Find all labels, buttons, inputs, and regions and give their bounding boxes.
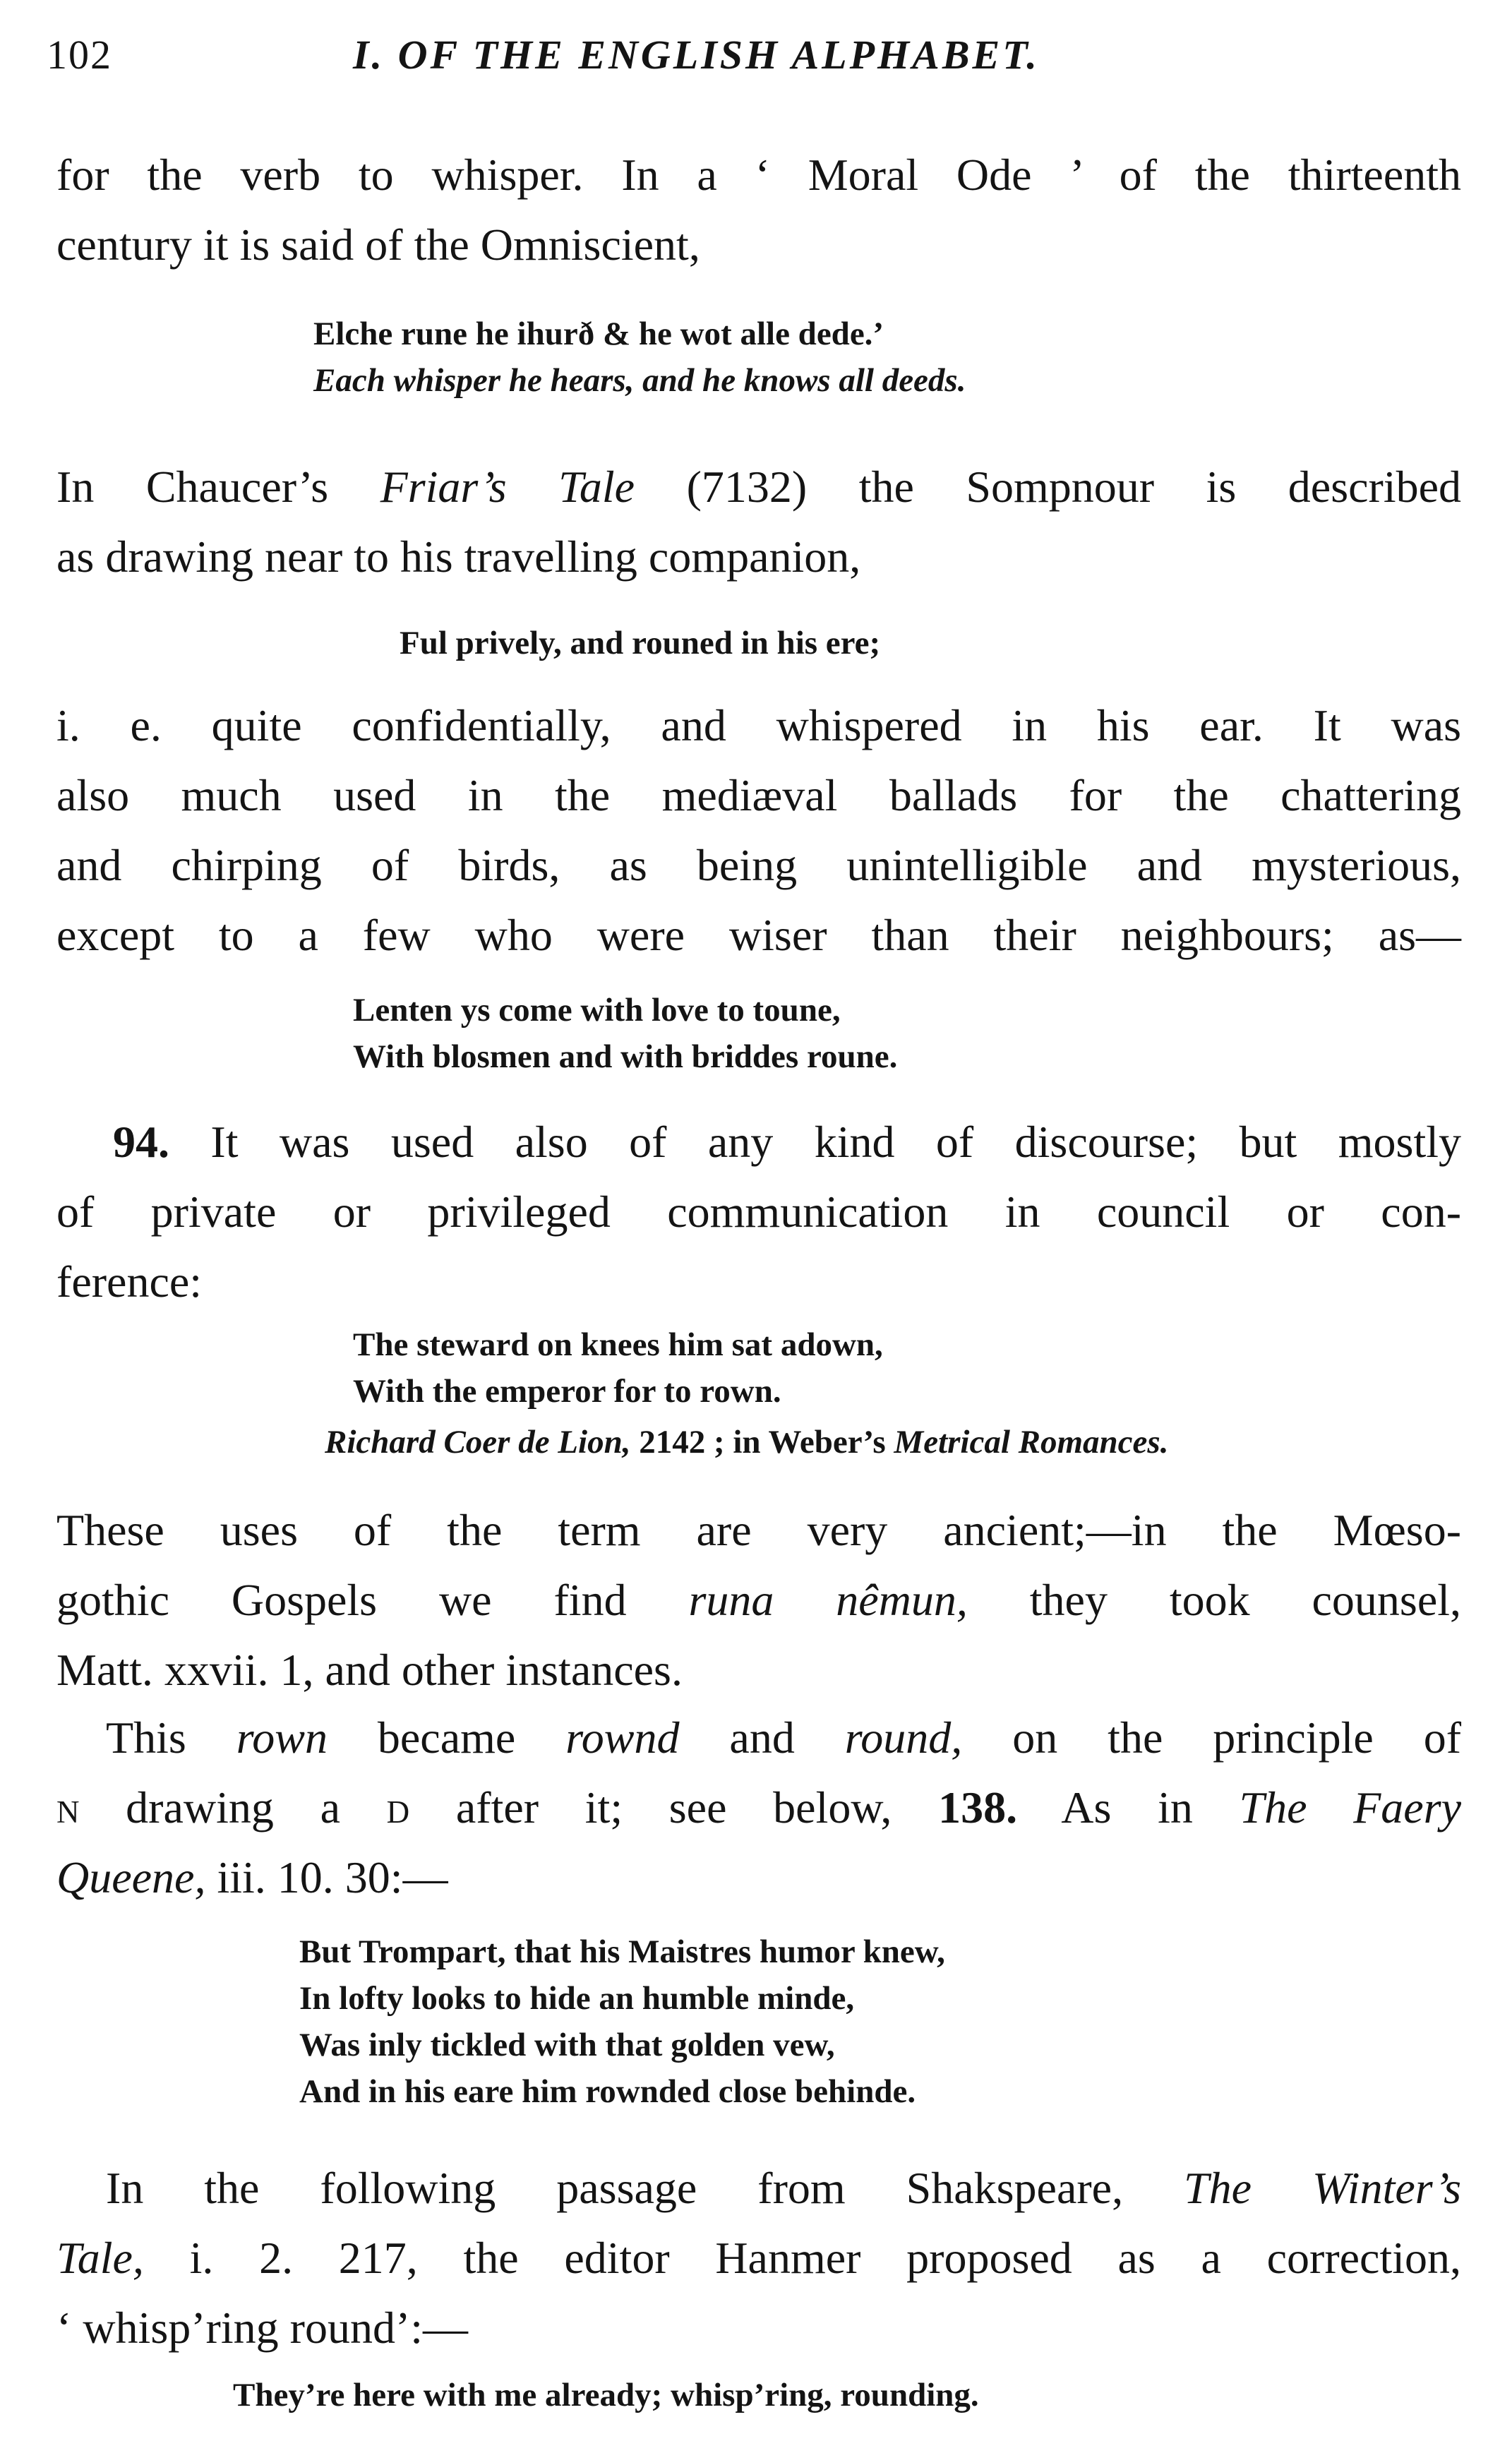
verse-line: In lofty looks to hide an humble minde, bbox=[299, 1980, 855, 2017]
paragraph-ballads bbox=[56, 690, 1461, 970]
text-run: gothic Gospels we find bbox=[56, 1575, 689, 1625]
work-title: The Faery bbox=[1239, 1782, 1462, 1833]
text-line: also much used in the mediæval ballads for the chattering bbox=[56, 770, 1461, 820]
quote-chaucer bbox=[400, 620, 880, 666]
text-line: except to a few who were wiser than their neighbours; as— bbox=[56, 910, 1461, 960]
paragraph-whisper bbox=[56, 140, 1461, 280]
text-run: iii. 10. 30:— bbox=[205, 1852, 448, 1902]
text-line bbox=[56, 2153, 1461, 2223]
text-line bbox=[56, 452, 1461, 522]
page-number: 102 bbox=[47, 32, 112, 78]
quote-winters-tale bbox=[233, 2372, 979, 2418]
text-line: i. e. quite confidentially, and whispered in his ear. It was bbox=[56, 700, 1461, 750]
verse-line: With the emperor for to rown. bbox=[353, 1373, 781, 1410]
word-form: rown bbox=[236, 1713, 328, 1763]
letter-n: n bbox=[56, 1782, 80, 1833]
foreign-term: runa nêmun, bbox=[688, 1575, 968, 1625]
text-run: i. 2. 217, the editor Hanmer proposed as a correction, bbox=[143, 2233, 1461, 2283]
quote-steward bbox=[325, 1321, 1169, 1465]
text-run: drawing a bbox=[79, 1782, 387, 1833]
verse-line: Lenten ys come with love to toune, bbox=[353, 992, 841, 1028]
text-run: after it; see below, bbox=[409, 1782, 939, 1833]
text-line: These uses of the term are very ancient;—in the Mœso- bbox=[56, 1505, 1461, 1555]
citation-title: Metrical Romances. bbox=[894, 1424, 1169, 1461]
verse-line: And in his eare him rownded close behinde. bbox=[299, 2073, 916, 2110]
paragraph-shakspeare bbox=[56, 2153, 1461, 2363]
text-line: for the verb to whisper. In a ‘ Moral Ode ’ of the thirteenth bbox=[56, 150, 1461, 200]
verse-line: With blosmen and with briddes roune. bbox=[353, 1038, 898, 1075]
text-run: (7132) the Sompnour is described bbox=[635, 462, 1462, 512]
text-run: This bbox=[106, 1713, 236, 1763]
text-line bbox=[56, 1703, 1461, 1773]
verse-translation: Each whisper he hears, and he knows all deeds. bbox=[313, 362, 966, 399]
section-reference: 138. bbox=[938, 1782, 1018, 1833]
work-title: Queene, bbox=[56, 1852, 206, 1902]
text-run: 2142 ; in Weber’s bbox=[630, 1424, 894, 1461]
paragraph-chaucer bbox=[56, 452, 1461, 592]
quote-moral-ode bbox=[313, 311, 966, 404]
text-line bbox=[56, 1565, 1461, 1635]
text-line bbox=[56, 1773, 1461, 1842]
quote-lenten bbox=[353, 987, 897, 1080]
text-run: they took counsel, bbox=[967, 1575, 1462, 1625]
text-run: and bbox=[679, 1713, 845, 1763]
quote-faery-queene bbox=[299, 1929, 945, 2115]
work-title: The Winter’s bbox=[1184, 2163, 1462, 2213]
text-line: as drawing near to his travelling companion, bbox=[56, 532, 861, 582]
text-line: and chirping of birds, as being unintelligible and mysterious, bbox=[56, 840, 1461, 890]
work-title: Friar’s Tale bbox=[380, 462, 635, 512]
text-run: on the principle of bbox=[962, 1713, 1462, 1763]
running-title: I. OF THE ENGLISH ALPHABET. bbox=[353, 32, 1040, 78]
text-line bbox=[56, 1107, 1461, 1177]
word-form: round, bbox=[844, 1713, 963, 1763]
paragraph-94 bbox=[56, 1107, 1461, 1317]
verse-line: Elche rune he ihurð & he wot alle dede.’ bbox=[313, 316, 884, 352]
text-line: ference: bbox=[56, 1257, 203, 1307]
verse-line: The steward on knees him sat adown, bbox=[353, 1326, 883, 1363]
citation-title: Richard Coer de Lion, bbox=[325, 1424, 631, 1461]
paragraph-rownd bbox=[56, 1703, 1461, 1912]
verse-line: Ful prively, and rouned in his ere; bbox=[400, 625, 881, 661]
text-run: In Chaucer’s bbox=[56, 462, 380, 512]
section-number: 94. bbox=[113, 1117, 169, 1167]
text-run: became bbox=[327, 1713, 566, 1763]
text-line: ‘ whisp’ring round’:— bbox=[56, 2303, 469, 2353]
text-line: century it is said of the Omniscient, bbox=[56, 220, 700, 270]
text-run: In the following passage from Shakspeare, bbox=[106, 2163, 1184, 2213]
paragraph-moesogothic bbox=[56, 1495, 1461, 1705]
text-line bbox=[56, 1842, 1461, 1912]
text-run: As in bbox=[1017, 1782, 1240, 1833]
verse-line: They’re here with me already; whisp’ring, rounding. bbox=[233, 2377, 979, 2413]
letter-d: d bbox=[386, 1782, 410, 1833]
text-line: Matt. xxvii. 1, and other instances. bbox=[56, 1645, 683, 1695]
text-run: It was used also of any kind of discourse; but mostly bbox=[169, 1117, 1461, 1167]
verse-line: But Trompart, that his Maistres humor knew, bbox=[299, 1933, 945, 1970]
work-title: Tale, bbox=[56, 2233, 144, 2283]
word-form: rownd bbox=[565, 1713, 680, 1763]
verse-line: Was inly tickled with that golden vew, bbox=[299, 2027, 835, 2063]
text-line bbox=[56, 2223, 1461, 2293]
citation bbox=[325, 1419, 1168, 1465]
text-line: of private or privileged communication in council or con- bbox=[56, 1187, 1461, 1237]
